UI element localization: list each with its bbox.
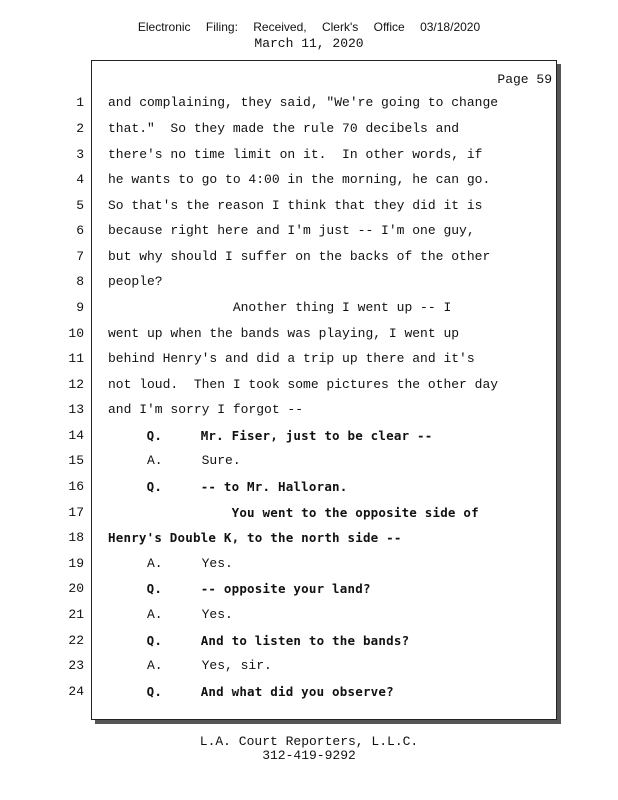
- transcript-line-question: Henry's Double K, to the north side --: [108, 530, 402, 545]
- reporter-company: L.A. Court Reporters, L.L.C.: [199, 734, 419, 749]
- line-number: 24: [68, 684, 84, 699]
- line-number: 23: [68, 658, 84, 673]
- line-number: 5: [76, 198, 84, 213]
- transcript-line-answer: A. Yes.: [108, 556, 233, 571]
- transcript-line: Another thing I went up -- I: [108, 300, 452, 315]
- transcript-line: went up when the bands was playing, I went up: [108, 326, 460, 341]
- line-number: 15: [68, 453, 84, 468]
- transcript-line-question: Q. Mr. Fiser, just to be clear --: [108, 428, 433, 443]
- line-number: 20: [68, 581, 84, 596]
- transcript-line: and I'm sorry I forgot --: [108, 402, 304, 417]
- reporter-phone: 312-419-9292: [262, 748, 356, 763]
- transcript-line-question: Q. And what did you observe?: [108, 684, 394, 699]
- transcript-line: So that's the reason I think that they did it is: [108, 198, 483, 213]
- line-number: 1: [76, 95, 84, 110]
- line-number: 21: [68, 607, 84, 622]
- transcript-line-answer: A. Sure.: [108, 453, 241, 468]
- line-number: 3: [76, 147, 84, 162]
- transcript-line: because right here and I'm just -- I'm one guy,: [108, 223, 475, 238]
- transcript-line-question: You went to the opposite side of: [108, 505, 479, 520]
- filing-stamp-part: 03/18/2020: [420, 20, 481, 34]
- transcript-line: he wants to go to 4:00 in the morning, he can go.: [108, 172, 491, 187]
- line-number: 10: [68, 326, 84, 341]
- line-number: 2: [76, 121, 84, 136]
- transcript-line-answer: A. Yes, sir.: [108, 658, 272, 673]
- line-number: 11: [68, 351, 84, 366]
- line-number: 7: [76, 249, 84, 264]
- line-number: 6: [76, 223, 84, 238]
- line-number: 14: [68, 428, 84, 443]
- line-number: 18: [68, 530, 84, 545]
- page-number: Page 59: [497, 72, 552, 87]
- transcript-line: there's no time limit on it. In other words, if: [108, 147, 483, 162]
- transcript-line-question: Q. -- to Mr. Halloran.: [108, 479, 348, 494]
- line-number: 17: [68, 505, 84, 520]
- transcript-line: people?: [108, 274, 163, 289]
- transcript-line-answer: A. Yes.: [108, 607, 233, 622]
- filing-stamp-part: Clerk's: [321, 20, 359, 34]
- transcript-line: and complaining, they said, "We're going to change: [108, 95, 499, 110]
- transcript-line: but why should I suffer on the backs of the other: [108, 249, 491, 264]
- line-number: 9: [76, 300, 84, 315]
- line-number: 22: [68, 633, 84, 648]
- line-number: 16: [68, 479, 84, 494]
- line-number: 8: [76, 274, 84, 289]
- transcript-line: behind Henry's and did a trip up there and it's: [108, 351, 475, 366]
- transcript-line-question: Q. -- opposite your land?: [108, 581, 371, 596]
- filing-stamp-part: Filing:: [205, 20, 238, 34]
- filing-stamp: [0, 20, 618, 34]
- filing-stamp-part: Electronic: [137, 20, 191, 34]
- transcript-line: not loud. Then I took some pictures the other day: [108, 377, 499, 392]
- transcript-line: that." So they made the rule 70 decibels and: [108, 121, 460, 136]
- line-number: 4: [76, 172, 84, 187]
- filing-stamp-part: Received,: [253, 20, 307, 34]
- line-number: 19: [68, 556, 84, 571]
- transcript-line-question: Q. And to listen to the bands?: [108, 633, 410, 648]
- line-number: 12: [68, 377, 84, 392]
- filing-stamp-part: Office: [373, 20, 405, 34]
- transcript-date: March 11, 2020: [254, 36, 364, 51]
- line-number: 13: [68, 402, 84, 417]
